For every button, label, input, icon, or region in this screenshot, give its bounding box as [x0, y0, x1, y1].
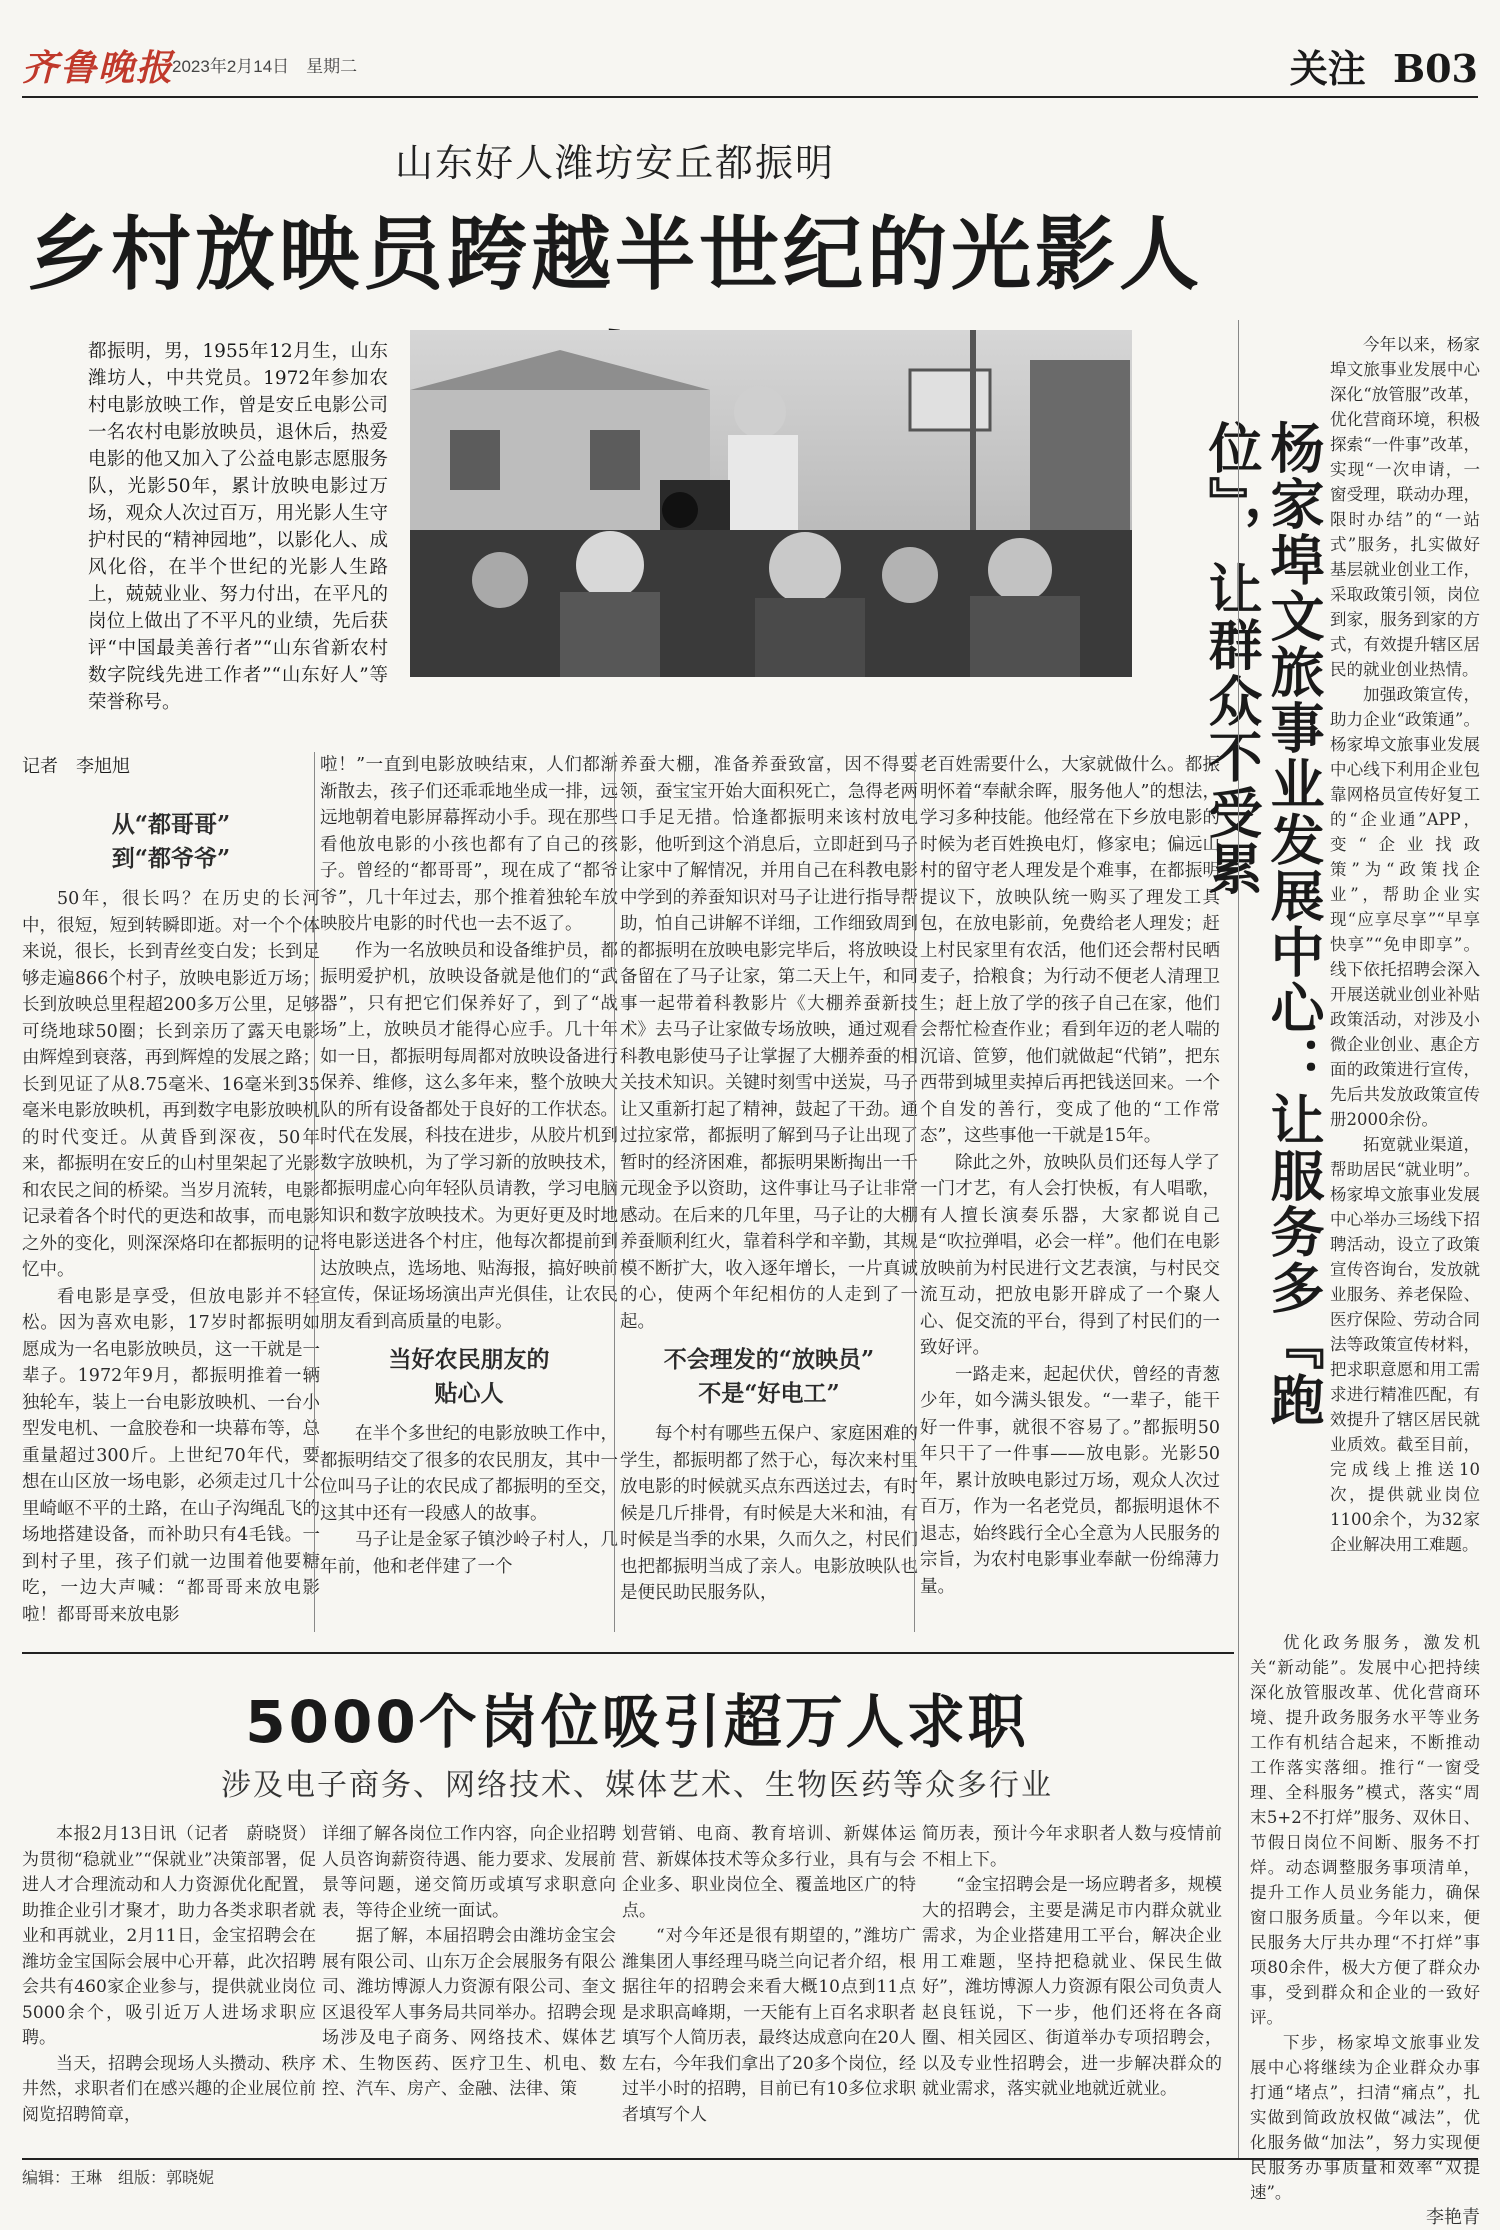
- story-column-2: [320, 752, 618, 1580]
- paragraph: 一路走来，起起伏伏，曾经的青葱少年，如今满头银发。“一辈子，能干好一件事，就很不容易了。”都振明50年只干了一件事——放电影。光影50年，累计放映电影过万场，观众人次过百万，作为一名老党员，都振明退休不退志，始终践行全心全意为人民服务的宗旨，为农村电影事业奉献一份绵薄力量。: [920, 1364, 1220, 1597]
- paragraph: 啦！”一直到电影放映结束，人们都渐渐散去，孩子们还乖乖地坐成一排，远远地朝着电影屏幕挥动小手。现在那些看他放电影的小孩也都有了自己的孩子。曾经的“都哥哥”，现在成了“都爷爷”，几十年过去，那个推着独轮车放映胶片电影的时代也一去不返了。: [320, 755, 618, 934]
- paragraph: 本报2月13日讯（记者 蔚晓贤）为贯彻“稳就业”“保就业”决策部署，促进人才合理流动和人力资源优化配置，助推企业引才聚才，助力各类求职者就业和再就业，2月11日，金宝招聘会在潍坊金宝国际会展中心开幕，此次招聘会共有460家企业参与，提供就业岗位5000余个，吸引近万人进场求职应聘。: [22, 1824, 316, 2048]
- job-column-3: [622, 1822, 916, 2128]
- paragraph: “对今年还是很有期望的，”潍坊广潍集团人事经理马晓兰向记者介绍，根据往年的招聘会来看大概10点到11点是求职高峰期，一天能有上百名求职者填写个人简历表，最终达成意向在20人左右，今年我们拿出了20多个岗位，经过半小时的招聘，目前已有10多位求职者填写个人: [622, 1926, 916, 2125]
- job-subheadline: 涉及电子商务、网络技术、媒体艺术、生物医药等众多行业: [221, 1768, 1053, 1803]
- paragraph: 老百姓需要什么，大家就做什么。都振明怀着“奉献余晖，服务他人”的想法，学习多种技能。他经常在下乡放电影的时候为老百姓换电灯，修家电；偏远山村的留守老人理发是个难事，在都振明提议下，放映队统一购买了理发工具包，在放电影前，免费给老人理发；赶上村民家里有农活，他们还会帮村民晒麦子，拾粮食；为行动不便老人清理卫生；赶上放了学的孩子自己在家，他们会帮忙检查作业；看到年迈的老人喘的沉谙、笸箩，他们就做起“代销”，把东西带到城里卖掉后再把钱送回来。一个个自发的善行，变成了他的“工作常态”，这些事他一干就是15年。: [920, 755, 1220, 1146]
- news-photo: [410, 330, 1132, 677]
- paragraph: 详细了解各岗位工作内容，向企业招聘人员咨询薪资待遇、能力要求、发展前景等问题，递交简历或填写求职意向表，等待企业统一面试。: [322, 1824, 616, 1921]
- column-divider: [314, 752, 315, 1632]
- column-divider: [914, 752, 915, 1632]
- job-column-2: [322, 1822, 616, 2103]
- byline: 记者 李旭旭: [22, 756, 130, 776]
- job-column-4: [922, 1822, 1222, 2103]
- profile-text: 都振明，男，1955年12月生，山东潍坊人，中共党员。1972年参加农村电影放映工作，曾是安丘电影公司一名农村电影放映员，退休后，热爱电影的他又加入了公益电影志愿服务队，光影50年，累计放映电影过万场，观众人次过百万，用光影人生守护村民的“精神园地”，以影化人、成风化俗，在半个世纪的光影人生路上，兢兢业业、努力付出，在平凡的岗位上做出了不平凡的业绩，先后获评“中国最美善行者”“山东省新农村数字院线先进工作者”“山东好人”等荣誉称号。: [88, 341, 388, 713]
- masthead-rule: [22, 96, 1478, 98]
- story-column-1: [22, 800, 320, 1628]
- section-subhead-1: 从“都哥哥” 到“都爷爷”: [111, 811, 231, 872]
- paragraph: 养蚕大棚，准备养蚕致富，因不得要领，蚕宝宝开始大面积死亡，急得老两口手足无措。恰逢都振明来该村放电影，他听到这个消息后，立即赶到马子让家中了解情况，并用自己在科教电影中学到的养蚕知识对马子让进行指导帮助，怕自己讲解不详细，工作细致周到的都振明在放映电影完毕后，将放映设备留在了马子让家，第二天上午，和同事一起带着科教影片《大棚养蚕新技术》去马子让家做专场放映，通过观看科教电影使马子让掌握了大棚养蚕的相关技术知识。关键时刻雪中送炭，马子让又重新打起了精神，鼓起了干劲。通过拉家常，都振明了解到马子让出现了暂时的经济困难，都振明果断掏出一千元现金予以资助，这件事让马子让非常感动。在后来的几年里，马子让的大棚养蚕顺利红火，靠着科学和辛勤，其规模不断扩大，收入逐年增长，一片真诚的心，使两个年纪相仿的人走到了一起。: [620, 755, 918, 1332]
- paragraph: 划营销、电商、教育培训、新媒体运营、新媒体技术等众多行业，具有与会企业多、职业岗位全、覆盖地区广的特点。: [622, 1824, 916, 1921]
- paragraph: 作为一名放映员和设备维护员，都振明爱护机，放映设备就是他们的“武器”，只有把它们保养好了，到了“战场”上，放映员才能得心应手。几十年如一日，都振明每周都对放映设备进行保养、维修，这么多年来，整个放映大队的所有设备都处于良好的工作状态。时代在发展，科技在进步，从胶片机到数字放映机，为了学习新的放映技术，都振明虚心向年轻队员请教，学习电脑知识和数字放映技术。为更好更及时地将电影送进各个村庄，他每次都提前到达放映点，选场地、贴海报，搞好映前宣传，保证场场演出声光俱佳，让农民朋友看到高质量的电影。: [320, 940, 618, 1332]
- sidebar-column-bottom: [1250, 1630, 1480, 2230]
- story-column-3: [620, 752, 918, 1607]
- kicker: 山东好人潍坊安丘都振明: [394, 141, 835, 185]
- footer-rule: [22, 2158, 1478, 2160]
- paragraph: 在半个多世纪的电影放映工作中，都振明结交了很多的农民朋友，其中一位叫马子让的农民成了都振明的至交，这其中还有一段感人的故事。: [320, 1424, 618, 1524]
- section-subhead-3: 不会理发的“放映员” 不是“好电工”: [663, 1346, 875, 1407]
- sidebar-column-top: [1330, 332, 1480, 1557]
- story-column-4: [920, 752, 1220, 1600]
- section-subhead-2: 当好农民朋友的 贴心人: [388, 1346, 550, 1407]
- page-headline: 乡村放映员跨越半世纪的光影人: [27, 208, 1203, 301]
- page-number: B03: [1393, 46, 1478, 91]
- paragraph: 50年，很长吗？在历史的长河中，很短，短到转瞬即逝。对一个个体来说，很长，长到青丝变白发；长到足够走遍866个村子，放映电影近万场；长到放映总里程超200多万公里，足够可绕地球50圈；长到亲历了露天电影由辉煌到衰落，再到辉煌的发展之路；长到见证了从8.75毫米、16毫米到35毫米电影放映机，再到数字电影放映机的时代变迁。从黄昏到深夜，50年来，都振明在安丘的山村里架起了光影和农民之间的桥梁。当岁月流转，电影记录着各个时代的更迭和故事，而电影之外的变化，则深深烙印在都振明的记忆中。: [22, 889, 320, 1280]
- masthead: [22, 30, 1478, 96]
- paragraph: 加强政策宣传，助力企业“政策通”。杨家埠文旅事业发展中心线下利用企业包靠网格员宣传好复工的“企业通”APP，变“企业找政策”为“政策找企业”，帮助企业实现“应享尽享”“早享快享”“免申即享”。线下依托招聘会深入开展送就业创业补贴政策活动，对涉及小微企业创业、惠企方面的政策进行宣传，先后共发放政策宣传册2000余份。: [1330, 685, 1480, 1129]
- photo-image: [410, 330, 1132, 677]
- paragraph: 看电影是享受，但放电影并不轻松。因为喜欢电影，17岁时都振明如愿成为一名电影放映员，这一干就是一辈子。1972年9月，都振明推着一辆独轮车，装上一台电影放映机、一台小型发电机、一盒胶卷和一块幕布等，总重量超过300斤。上世纪70年代，要想在山区放一场电影，必须走过几十公里崎岖不平的土路，在山子沟绳乱飞的场地搭建设备，而补助只有4毛钱。一到村子里，孩子们就一边围着他要糖吃，一边大声喊：“都哥哥来放电影啦！都哥哥来放电影: [22, 1286, 320, 1625]
- page-tag: [1290, 38, 1478, 93]
- newspaper-logo: 齐鲁晚报: [22, 47, 175, 89]
- job-column-1: [22, 1822, 316, 2128]
- column-divider: [614, 752, 615, 1632]
- sidebar-divider: [1238, 320, 1239, 2160]
- section-name: 关注: [1289, 46, 1366, 91]
- paragraph: 拓宽就业渠道，帮助居民“就业明”。杨家埠文旅事业发展中心举办三场线下招聘活动，设立了政策宣传咨询台，发放就业服务、养老保险、医疗保险、劳动合同法等政策宣传材料，把求职意愿和用工需求进行精准匹配，有效提升了辖区居民就业质效。截至目前，完成线上推送10次，提供就业岗位1100余个，为32家企业解决用工难题。: [1330, 1135, 1480, 1554]
- paragraph: 当天，招聘会现场人头攒动、秩序井然，求职者们在感兴趣的企业展位前阅览招聘简章，: [22, 2053, 316, 2125]
- sidebar-author: 李艳青: [1426, 2207, 1480, 2228]
- paragraph: 马子让是金冢子镇沙岭子村人，几年前，他和老伴建了一个: [320, 1530, 618, 1577]
- paragraph: 每个村有哪些五保户、家庭困难的学生，都振明都了然于心，每次来村里放电影的时候就买点东西送过去，有时候是几斤排骨，有时候是大米和油，有时候是当季的水果，久而久之，村民们也把都振明当成了亲人。电影放映队也是便民助民服务队，: [620, 1424, 918, 1603]
- issue-date: 2023年2月14日 星期二: [172, 57, 358, 76]
- paragraph: 优化政务服务，激发机关“新动能”。发展中心把持续深化放管服改革、优化营商环境、提升政务服务水平等业务工作有机结合起来，不断推动工作落实落细。推行“一窗受理、全科服务”模式，落实“周末5+2不打烊”服务、双休日、节假日岗位不间断、服务不打烊。动态调整服务事项清单，提升工作人员业务能力，确保窗口服务质量。今年以来，便民服务大厅共办理“不打烊”事项80余件，极大方便了群众办事，受到群众和企业的一致好评。: [1250, 1633, 1480, 2027]
- section-rule: [22, 1652, 1234, 1654]
- paragraph: 简历表，预计今年求职者人数与疫情前不相上下。: [922, 1824, 1222, 1870]
- footer-editors: 编辑：王琳 组版：郭晓妮: [22, 2170, 215, 2187]
- paragraph: 除此之外，放映队员们还每人学了一门才艺，有人会打快板，有人唱歌，有人擅长演奏乐器，大家都说自己是“吹拉弹唱，必会一样”。他们在电影放映前为村民进行文艺表演，与村民交流互动，把放电影开辟成了一个聚人心、促交流的平台，得到了村民们的一致好评。: [920, 1152, 1220, 1358]
- job-headline: 5000个岗位吸引超万人求职: [245, 1688, 1029, 1756]
- paragraph: “金宝招聘会是一场应聘者多，规模大的招聘会，主要是满足市内群众就业需求，为企业搭建用工平台，解决企业用工难题，坚持把稳就业、保民生做好”，潍坊博源人力资源有限公司负责人赵良钰说，下一步，他们还将在各商圈、相关园区、街道举办专项招聘会，以及专业性招聘会，进一步解决群众的就业需求，落实就业地就近就业。: [922, 1875, 1222, 2099]
- sidebar-headline: 杨家埠文旅事业发展中心：让服务多『跑位』，让群众不受累: [1200, 420, 1325, 1428]
- paragraph: 下步，杨家埠文旅事业发展中心将继续为企业群众办事打通“堵点”，扫清“痛点”，扎实做到简政放权做“减法”，优化服务做“加法”，努力实现便民服务办事质量和效率“双提速”。: [1250, 2033, 1480, 2202]
- paragraph: 今年以来，杨家埠文旅事业发展中心深化“放管服”改革，优化营商环境，积极探索“一件事”改革，实现“一次申请，一窗受理，联动办理，限时办结”的“一站式”服务，扎实做好基层就业创业工作，采取政策引领，岗位到家，服务到家的方式，有效提升辖区居民的就业创业热情。: [1330, 335, 1480, 679]
- paragraph: 据了解，本届招聘会由潍坊金宝会展有限公司、山东万企会展服务有限公司、潍坊博源人力资源有限公司、奎文区退役军人事务局共同举办。招聘会现场涉及电子商务、网络技术、媒体艺术、生物医药、医疗卫生、机电、数控、汽车、房产、金融、法律、策: [322, 1926, 616, 2099]
